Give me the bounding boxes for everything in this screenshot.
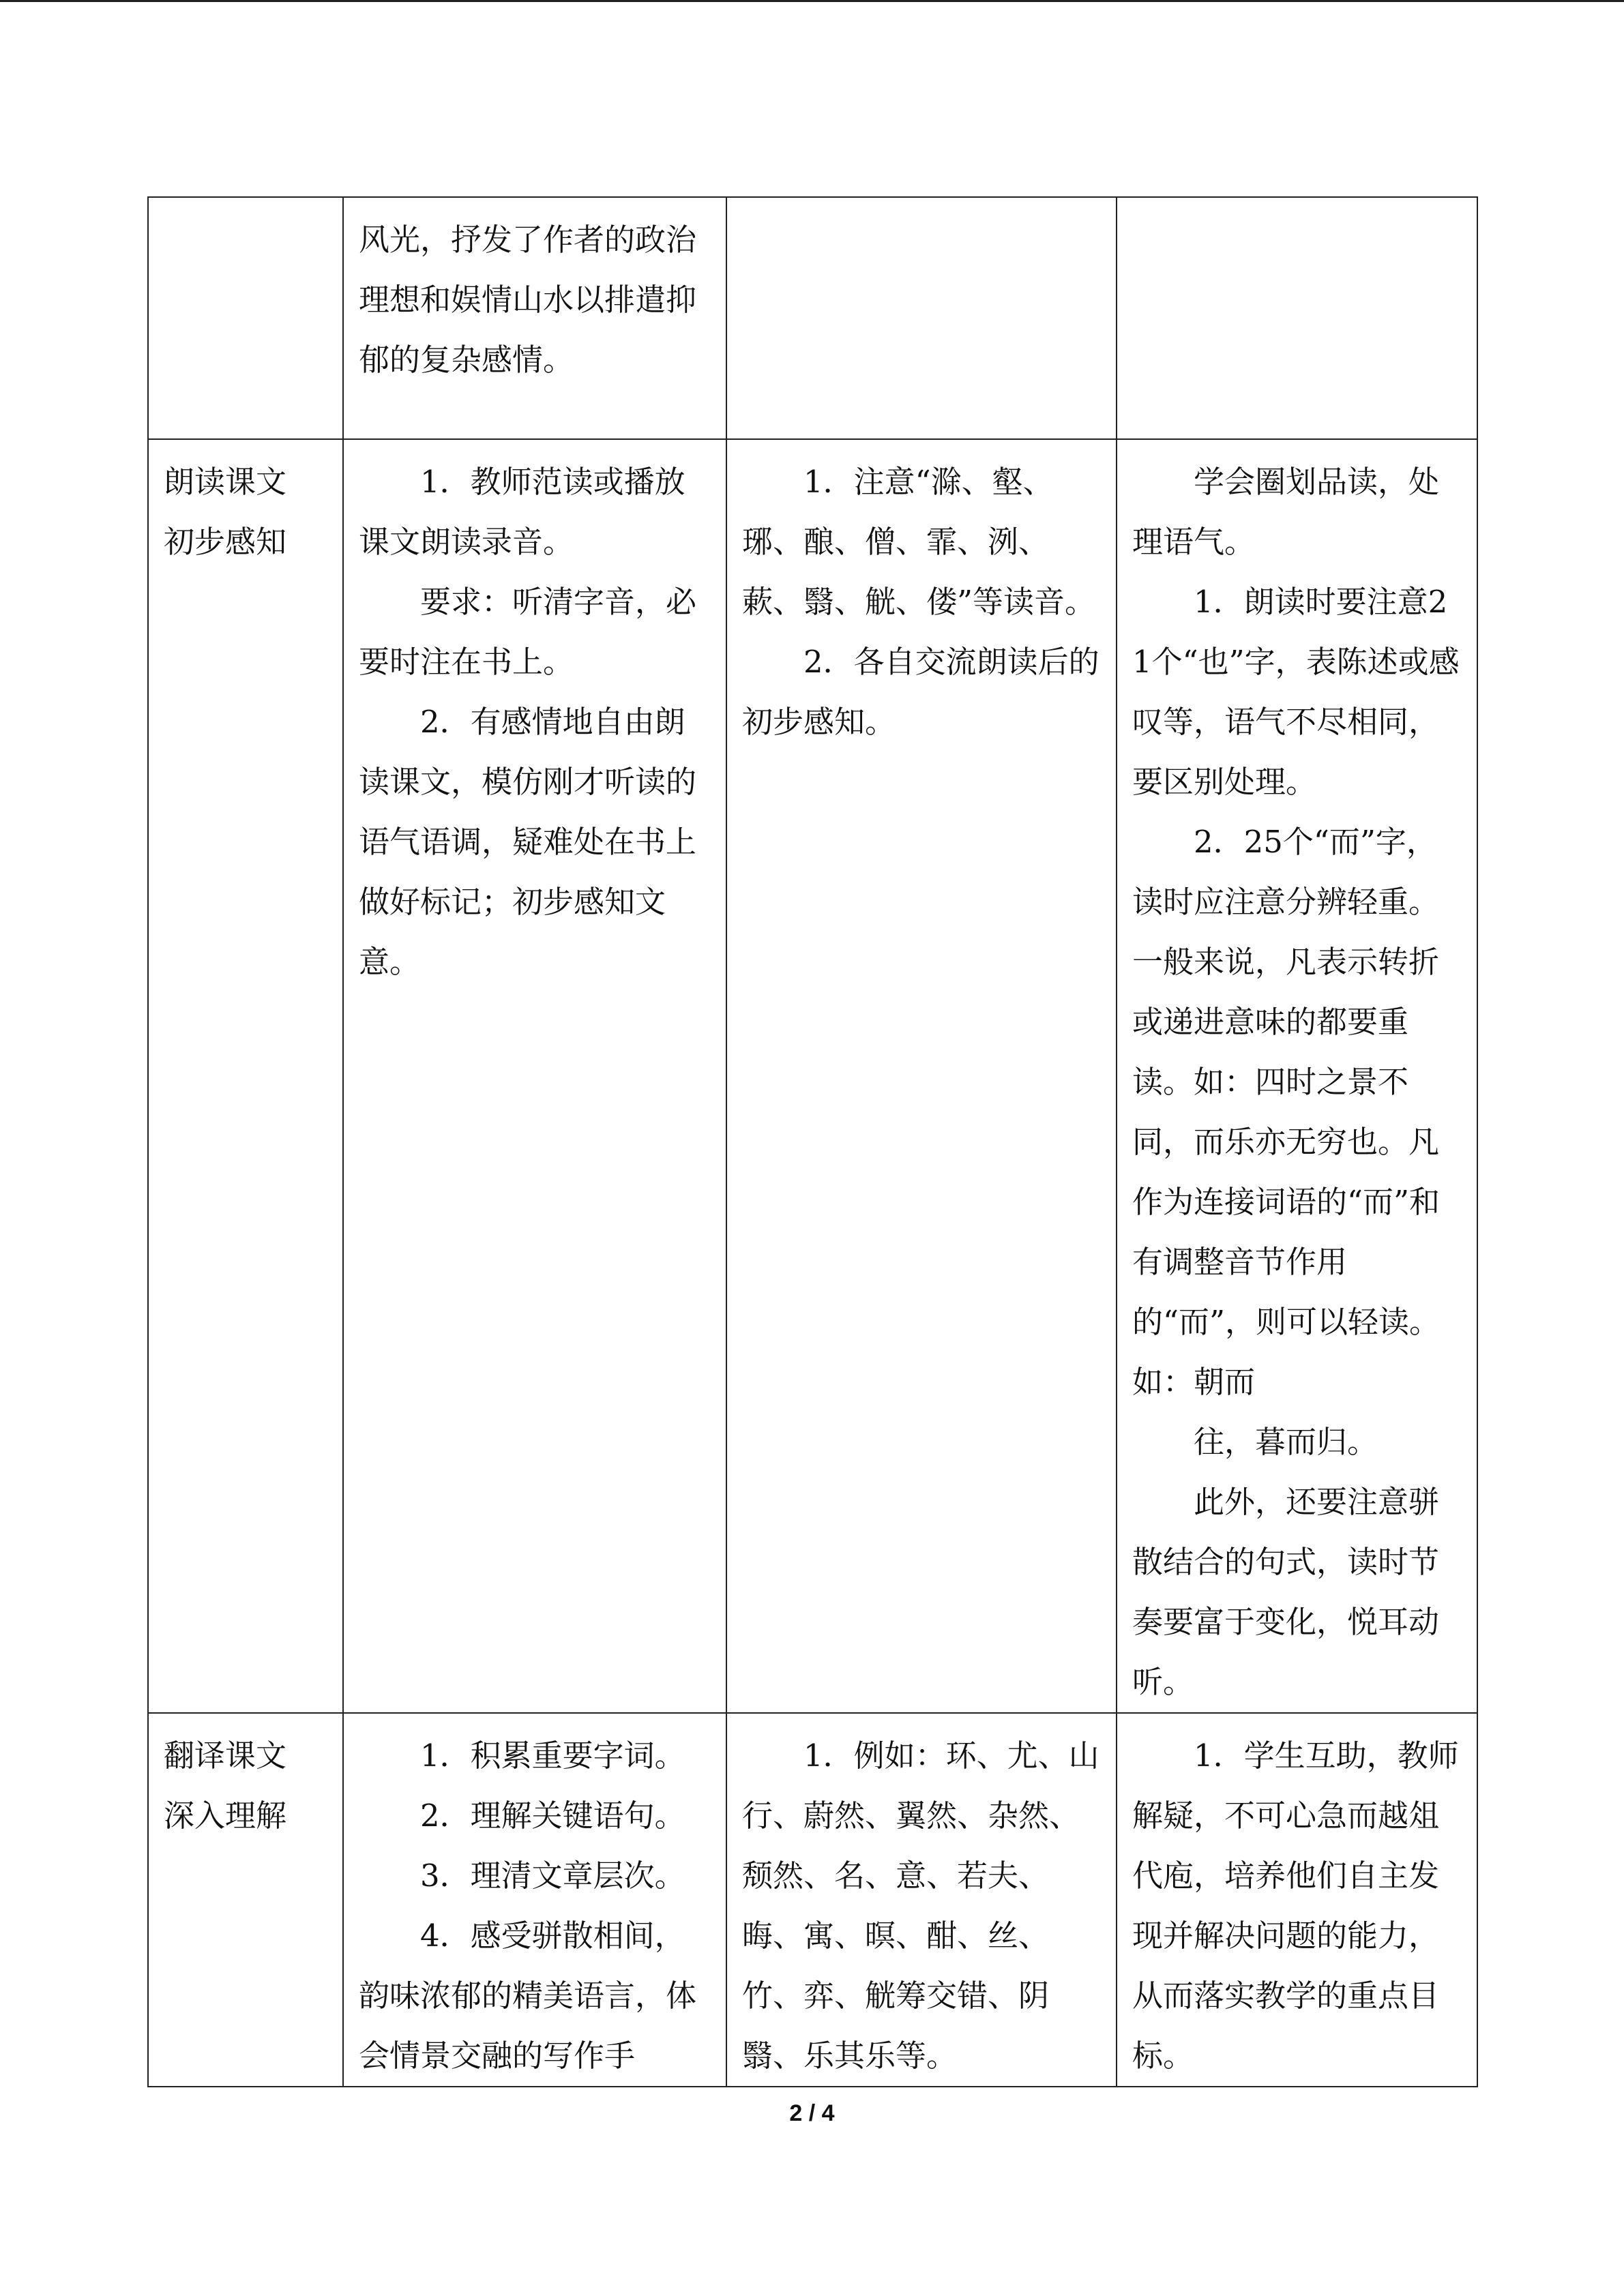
table-row — [148, 439, 1477, 1713]
student-activity-cell — [726, 197, 1117, 439]
student-activity-cell — [726, 439, 1117, 1713]
teacher-activity-cell — [343, 439, 726, 1713]
page-number: 2 / 4 — [789, 2100, 835, 2126]
cell-paragraph: 深入理解 — [164, 1798, 287, 1834]
cell-paragraph: 风光，抒发了作者的政治理想和娱情山水以排遣抑郁的复杂感情。 — [359, 222, 697, 378]
cell-paragraph: 2．各自交流朗读后的初步感知。 — [742, 644, 1099, 740]
cell-paragraph: 1．注意“滁、壑、琊、酿、僧、霏、洌、蔌、翳、觥、偻”等读音。 — [742, 464, 1096, 620]
stage-cell — [148, 1713, 343, 2087]
stage-cell — [148, 439, 343, 1713]
cell-paragraph: 2．理解关键语句。 — [420, 1798, 685, 1834]
lesson-plan-table — [147, 196, 1478, 2087]
design-intent-cell — [1117, 1713, 1477, 2087]
cell-paragraph: 2．有感情地自由朗读课文，模仿刚才听读的语气语调，疑难处在书上做好标记；初步感知文意。 — [359, 704, 697, 980]
cell-paragraph: 朗读课文 — [164, 464, 287, 500]
cell-paragraph: 3．理清文章层次。 — [420, 1858, 685, 1894]
design-intent-cell — [1117, 439, 1477, 1713]
cell-paragraph: 4．感受骈散相间，韵味浓郁的精美语言，体会情景交融的写作手 — [359, 1918, 697, 2074]
cell-paragraph: 往，暮而归。 — [1194, 1424, 1378, 1460]
cell-paragraph: 1．学生互助，教师解疑，不可心急而越俎代庖，培养他们自主发现并解决问题的能力，从而落实教学的重点目标。 — [1132, 1738, 1459, 2074]
cell-paragraph: 此外，还要注意骈散结合的句式，读时节奏要富于变化，悦耳动听。 — [1132, 1484, 1440, 1700]
table-row — [148, 197, 1477, 439]
table-row — [148, 1713, 1477, 2087]
cell-paragraph: 1．例如：环、尤、山行、蔚然、翼然、杂然、颓然、名、意、若夫、晦、寓、暝、酣、丝、竹、弈、觥筹交错、阴翳、乐其乐等。 — [742, 1738, 1099, 2074]
cell-paragraph: 1．教师范读或播放课文朗读录音。 — [359, 464, 685, 560]
design-intent-cell — [1117, 197, 1477, 439]
top-border-line — [0, 0, 1624, 2]
teacher-activity-cell — [343, 1713, 726, 2087]
table-body — [148, 197, 1477, 2087]
cell-paragraph: 要求：听清字音，必要时注在书上。 — [359, 584, 697, 680]
cell-paragraph: 1．朗读时要注意21个“也”字，表陈述或感叹等，语气不尽相同，要区别处理。 — [1132, 584, 1460, 800]
cell-paragraph: 翻译课文 — [164, 1738, 287, 1774]
cell-paragraph: 学会圈划品读，处理语气。 — [1132, 464, 1440, 560]
student-activity-cell — [726, 1713, 1117, 2087]
teacher-activity-cell — [343, 197, 726, 439]
stage-cell — [148, 197, 343, 439]
cell-paragraph: 初步感知 — [164, 524, 287, 560]
cell-paragraph: 2．25个“而”字，读时应注意分辨轻重。一般来说，凡表示转折或递进意味的都要重读。如：四时之景不同，而乐亦无穷也。凡作为连接词语的“而”和有调整音节作用的“而”，则可以轻读。如：朝而 — [1132, 824, 1441, 1400]
cell-paragraph: 1．积累重要字词。 — [420, 1738, 685, 1774]
